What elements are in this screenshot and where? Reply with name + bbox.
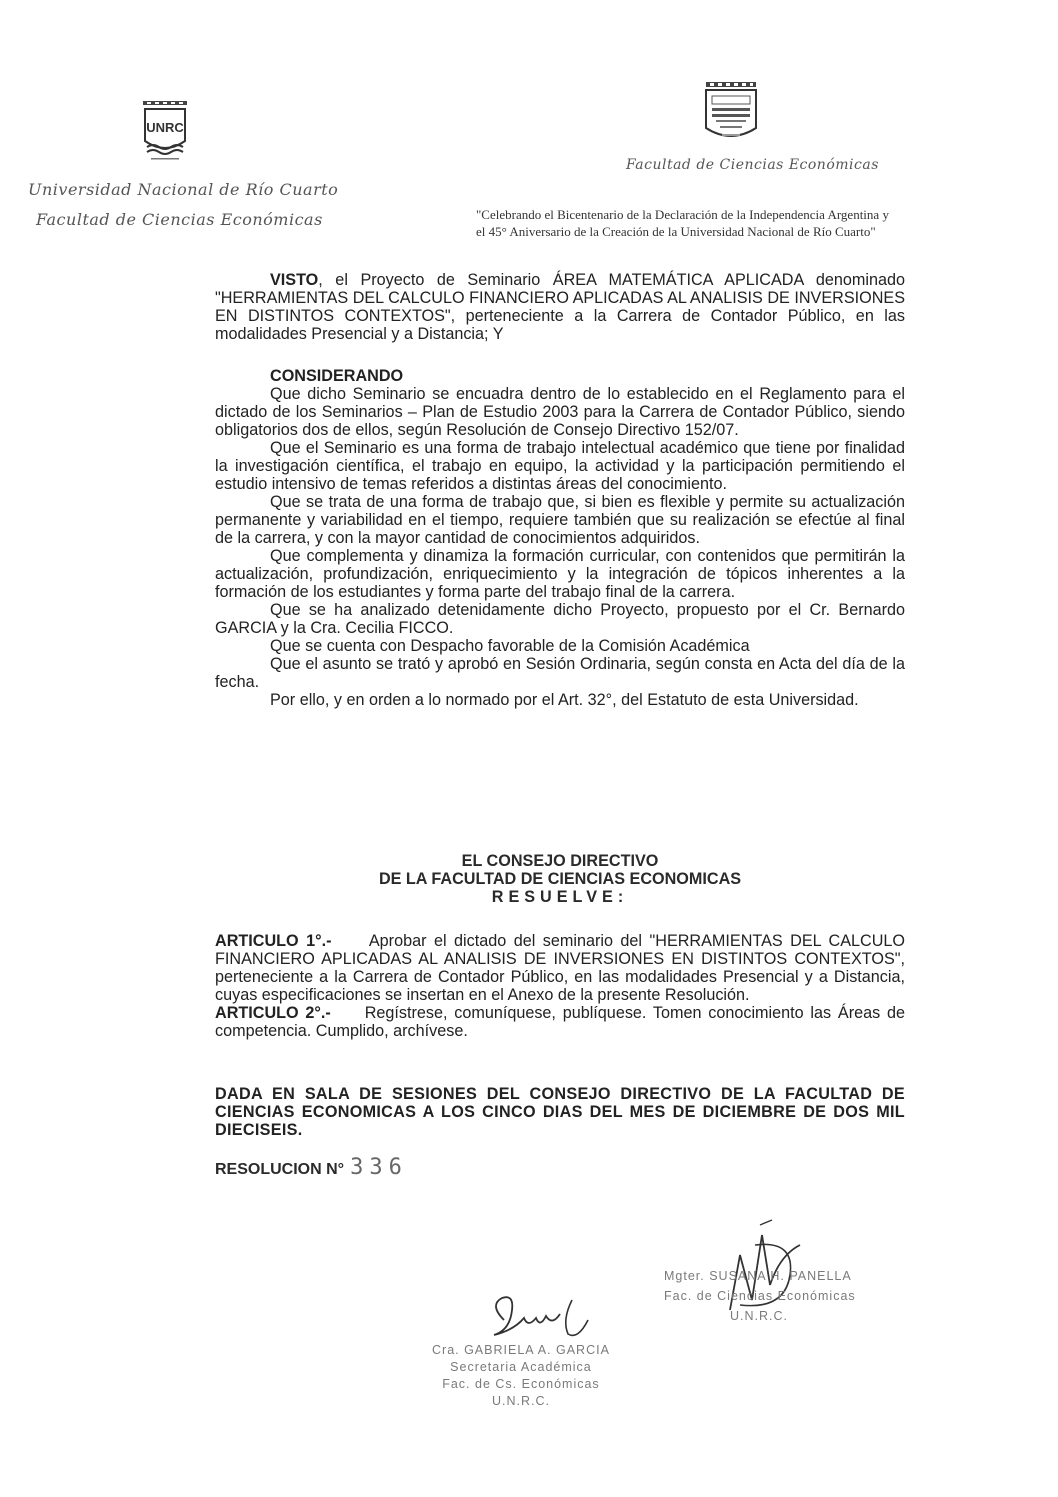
motto-line-2: el 45° Aniversario de la Creación de la Universidad Nacional de Río Cuarto" [476, 224, 876, 239]
faculty-title: DE LA FACULTAD DE CIENCIAS ECONOMICAS [378, 870, 742, 888]
considerando-paragraph: Que el Seminario es una forma de trabajo intelectual académico que tiene por finalidad la investigación científica, el trabajo en equipo, la actividad y la participación permitiendo el estudio intensivo de temas referidos a distintas áreas del conocimiento. [215, 439, 905, 493]
article-1-label: ARTICULO 1°.- [215, 932, 332, 950]
considerando-paragraph: Que se ha analizado detenidamente dicho Proyecto, propuesto por el Cr. Bernardo GARCIA y la Cra. Cecilia FICCO. [215, 601, 905, 637]
signer-left-title: Secretaria Académica [450, 1360, 592, 1374]
considerando-paragraph: Que complementa y dinamiza la formación curricular, con contenidos que permitirán la actualización, profundización, enriquecimiento y la integración de tópicos inherentes a la formación de los estudiantes y forma parte del trabajo final de la carrera. [215, 547, 905, 601]
article-2 [215, 1004, 905, 1040]
visto-label: VISTO [270, 271, 319, 289]
motto-line-1: "Celebrando el Bicentenario de la Declaración de la Independencia Argentina y [476, 207, 889, 222]
signer-right-faculty: Fac. de Ciencias Económicas [664, 1289, 856, 1303]
signer-left-name: Cra. GABRIELA A. GARCIA [432, 1343, 610, 1357]
university-name: Universidad Nacional de Río Cuarto [28, 180, 339, 199]
faculty-name-left: Facultad de Ciencias Económicas [36, 210, 323, 229]
considerando-paragraph: Que se cuenta con Despacho favorable de la Comisión Académica [270, 637, 750, 655]
signature-mark-left [484, 1290, 604, 1350]
signature-block-left [432, 1342, 610, 1410]
article-2-text: Regístrese, comuníquese, publíquese. Tomen conocimiento las Áreas de competencia. Cumplido, archívese. [215, 1004, 905, 1040]
dada-statement: DADA EN SALA DE SESIONES DEL CONSEJO DIRECTIVO DE LA FACULTAD DE CIENCIAS ECONOMICAS A LOS CINCO DIAS DEL MES DE DICIEMBRE DE DOS MIL DIECISEIS. [215, 1085, 905, 1139]
considerando-section [215, 367, 905, 709]
resolution-label: RESOLUCION N° [215, 1161, 345, 1178]
visto-section [215, 271, 905, 343]
signer-right-name: Mgter. SUSANA H. PANELLA [664, 1269, 852, 1283]
resolution-number-value: 336 [350, 1155, 408, 1180]
council-title: EL CONSEJO DIRECTIVO [461, 852, 659, 870]
considerando-paragraph: Que se trata de una forma de trabajo que, si bien es flexible y permite su actualización permanente y variabilidad en el tiempo, requiere también que su realización se efectúe al final de la carrera, y con la mayor cantidad de conocimientos adquiridos. [215, 493, 905, 547]
celebration-motto [476, 206, 996, 240]
considerando-paragraph: Que el asunto se trató y aprobó en Sesión Ordinaria, según consta en Acta del día de la fecha. [215, 655, 905, 691]
signature-block-right [664, 1266, 856, 1326]
fce-logo [702, 82, 760, 150]
signer-left-university: U.N.R.C. [491, 1394, 550, 1408]
svg-text:UNRC: UNRC [146, 120, 184, 135]
article-1-text: Aprobar el dictado del seminario del "HERRAMIENTAS DEL CALCULO FINANCIERO APLICADAS AL ANALISIS DE INVERSIONES EN DISTINTOS CONTEXTOS", perteneciente a la Carrera de Contador Público, en las modalidades Presencial y a Distancia, cuyas especificaciones se insertan en el Anexo de la presente Resolución. [215, 932, 905, 1004]
articles-section [215, 932, 905, 1040]
unrc-logo [141, 101, 189, 163]
faculty-name-right: Facultad de Ciencias Económicas [626, 157, 879, 173]
signer-left-faculty: Fac. de Cs. Económicas [442, 1377, 600, 1391]
visto-text: , el Proyecto de Seminario ÁREA MATEMÁTICA APLICADA denominado "HERRAMIENTAS DEL CALCULO FINANCIERO APLICADAS AL ANALISIS DE INVERSIONES EN DISTINTOS CONTEXTOS", perteneciente a la Carrera de Contador Público, en las modalidades Presencial y a Distancia; Y [215, 271, 905, 343]
considerando-paragraph: Que dicho Seminario se encuadra dentro de lo establecido en el Reglamento para el dictado de los Seminarios – Plan de Estudio 2003 para la Carrera de Contador Público, siendo obligatorios dos de ellos, según Resolución de Consejo Directivo 152/07. [215, 385, 905, 439]
considerando-label: CONSIDERANDO [270, 367, 404, 385]
resuelve-label: RESUELVE: [491, 888, 629, 906]
considerando-paragraph: Por ello, y en orden a lo normado por el Art. 32°, del Estatuto de esta Universidad. [270, 691, 859, 709]
resuelve-heading [215, 852, 905, 906]
signer-right-university: U.N.R.C. [730, 1309, 788, 1323]
article-1 [215, 932, 905, 1004]
article-2-label: ARTICULO 2°.- [215, 1004, 331, 1022]
resolution-number [215, 1155, 408, 1180]
